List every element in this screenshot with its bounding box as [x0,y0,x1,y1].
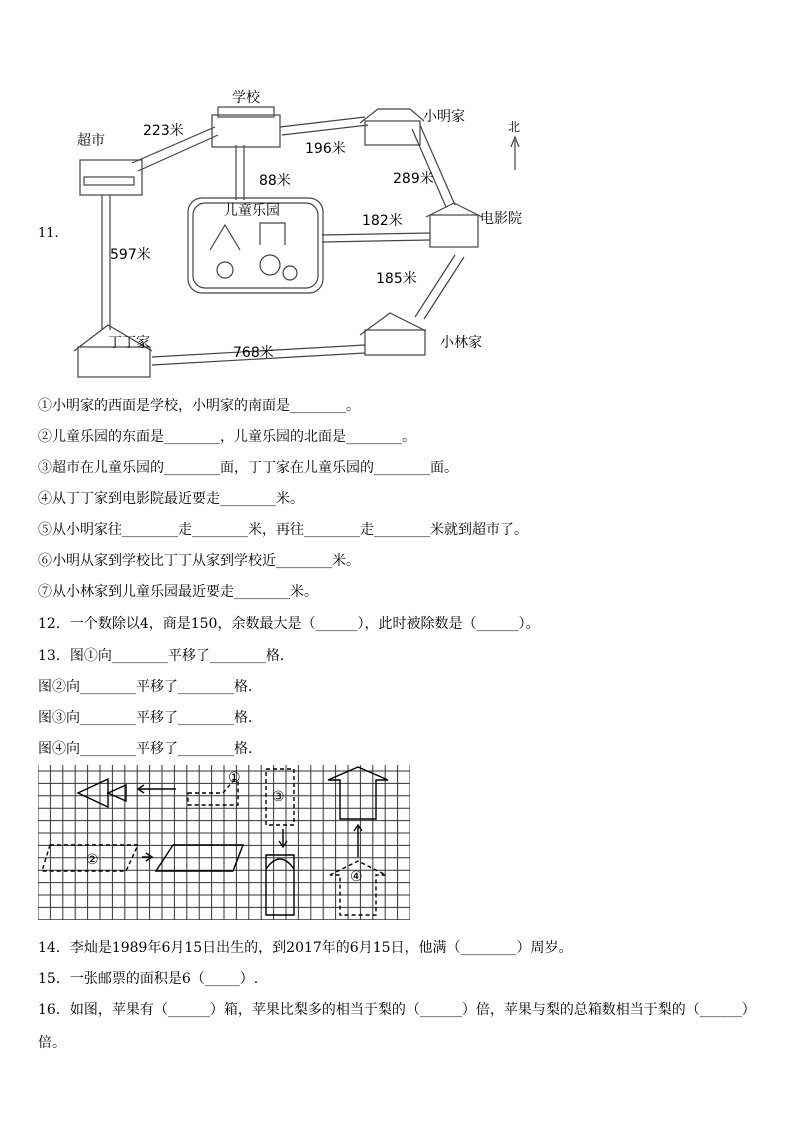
q11-item-4: ④从丁丁家到电影院最近要走________米。 [38,491,304,507]
label-dingding-home: 丁丁家 [108,335,150,351]
label-park: 儿童乐园 [224,203,280,219]
distance-school-park: 88米 [259,173,291,189]
q11-item-2: ②儿童乐园的东面是________，儿童乐园的北面是________。 [38,429,416,445]
figure-label-3: ③ [272,789,285,805]
q13-line-1: 13．图①向________平移了________格． [38,648,294,664]
distance-supermarket-dingding: 597米 [110,247,151,263]
label-supermarket: 超市 [77,133,105,149]
q11-item-7: ⑦从小林家到儿童乐园最近要走________米。 [38,584,318,600]
q13-line-3: 图③向________平移了________格． [38,710,262,726]
figure-label-4: ④ [350,869,363,885]
figure-label-2: ② [86,852,99,868]
distance-supermarket-school: 223米 [143,123,184,139]
question-14: 14．李灿是1989年6月15日出生的，到2017年的6月15日，他满（________）周岁。 [38,940,573,956]
distance-cinema-xiaolin: 185米 [376,271,417,287]
question-11-number: 11. [38,226,59,241]
label-xiaoming-home: 小明家 [423,109,465,125]
question-15: 15．一张邮票的面积是6（_____）. [38,971,259,987]
label-school: 学校 [232,90,260,106]
distance-xiaoming-cinema: 289米 [393,171,434,187]
distance-park-cinema: 182米 [362,213,403,229]
q11-item-3: ③超市在儿童乐园的________面，丁丁家在儿童乐园的________面。 [38,460,458,476]
figure-label-1: ① [228,770,241,786]
distance-school-xiaoming: 196米 [305,141,346,157]
q13-line-4: 图④向________平移了________格． [38,741,262,757]
q11-item-1: ①小明家的西面是学校，小明家的南面是________。 [38,398,360,414]
q11-item-6: ⑥小明从家到学校比丁丁从家到学校近________米。 [38,553,360,569]
distance-dingding-xiaolin: 768米 [233,345,274,361]
label-north: 北 [508,120,521,134]
label-cinema: 电影院 [480,211,522,227]
label-xiaolin-home: 小林家 [440,335,482,351]
translation-grid-figure [38,765,410,920]
q11-item-5: ⑤从小明家往________走________米，再往________走________米就到超市了。 [38,522,528,538]
question-16: 16．如图，苹果有（______）箱，苹果比梨多的相当于梨的（______）倍，苹果与梨的总箱数相当于梨的（______）倍。 [38,1002,756,1051]
q13-line-2: 图②向________平移了________格． [38,679,262,695]
question-12: 12．一个数除以4，商是150，余数最大是（______），此时被除数是（______）。 [38,616,540,632]
